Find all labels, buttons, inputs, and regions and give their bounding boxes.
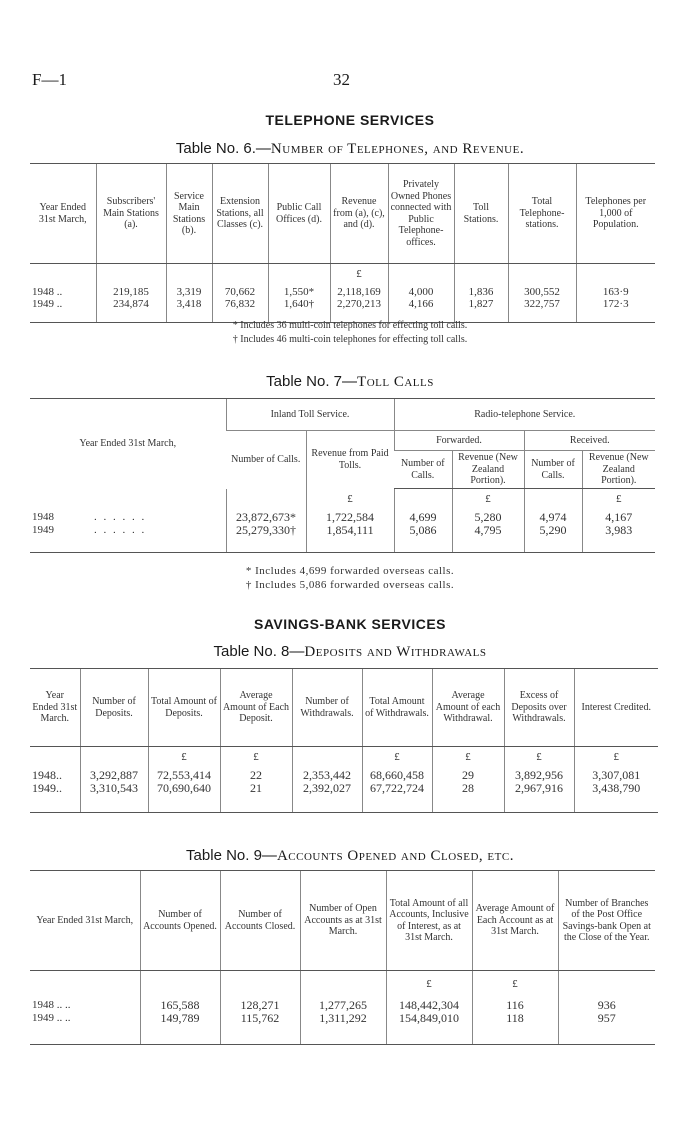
t8-cell: 3,292,887 (80, 769, 148, 783)
t9-cell: 957 (558, 1012, 655, 1044)
t6-header: Total Telephone-stations. (508, 164, 576, 264)
table-row (30, 298, 655, 322)
table7-note: † Includes 5,086 forwarded overseas calls. (245, 579, 455, 591)
t6-header: Extension Stations, all Classes (c). (212, 164, 268, 264)
t6-cell: 4,000 (388, 286, 454, 299)
t7-header: Number of Calls. (231, 454, 301, 465)
t6-cell: 219,185 (96, 286, 166, 299)
t8-header: Average Amount of Each Deposit. (220, 669, 292, 747)
t6-cell: 1949 .. (30, 298, 96, 322)
table6-note: * Includes 36 multi-coin telephones for effecting toll calls. (232, 320, 468, 331)
t6-cell: 172·3 (576, 298, 655, 322)
t6-cell: 76,832 (212, 298, 268, 322)
t8-header: Interest Credited. (574, 669, 658, 747)
t7-cell: 5,290 (524, 524, 582, 552)
t8-cell: 21 (220, 782, 292, 812)
table8-title-prefix: Table No. 8— (213, 643, 305, 660)
t6-cell: 163·9 (576, 286, 655, 299)
table6-title-text: Number of Telephones, and Revenue. (270, 141, 525, 157)
t7-header: Revenue from Paid Tolls. (306, 431, 394, 489)
t8-header: Total Amount of Deposits. (148, 669, 220, 747)
table8-title (0, 643, 700, 661)
t7-year-dots: . . . . . . (94, 524, 147, 537)
t7-header: Number of Calls. (524, 451, 582, 489)
t7-header: Year Ended 31st March, (30, 399, 226, 489)
t7-cell: 5,086 (394, 524, 452, 552)
t9-cell: 149,789 (140, 1012, 220, 1044)
t9-cell: 1,311,292 (300, 1012, 386, 1044)
t9-header: Total Amount of all Accounts, Inclusive of Interest, as at 31st March. (386, 871, 472, 971)
t7-header: Radio-telephone Service. (394, 399, 655, 431)
t8-currency: £ (362, 747, 432, 769)
table-row (30, 1012, 655, 1044)
table8-title-text: Deposits and Withdrawals (304, 644, 487, 660)
telephone-section-title: TELEPHONE SERVICES (265, 112, 435, 128)
t8-currency: £ (148, 747, 220, 769)
t8-header: Total Amount of Withdrawals. (362, 669, 432, 747)
table9 (30, 870, 655, 1045)
t8-cell: 2,392,027 (292, 782, 362, 812)
t8-currency: £ (220, 747, 292, 769)
t7-cell: 5,280 (452, 511, 524, 525)
t6-cell: 4,166 (388, 298, 454, 322)
t8-cell: 3,307,081 (574, 769, 658, 783)
t8-header: Year Ended 31st March. (30, 669, 80, 747)
t9-cell: 148,442,304 (386, 999, 472, 1013)
t6-currency: £ (330, 264, 388, 286)
t7-currency: £ (582, 489, 655, 511)
t9-cell: 165,588 (140, 999, 220, 1013)
table-row (30, 524, 655, 552)
table9-title-prefix: Table No. 9— (186, 847, 277, 864)
t9-header: Year Ended 31st March, (30, 871, 140, 971)
table7-title-text: Toll Calls (357, 374, 434, 390)
t6-header: Telephones per 1,000 of Population. (576, 164, 655, 264)
t7-header: Received. (524, 431, 655, 451)
table7-title-prefix: Table No. 7— (266, 373, 358, 390)
t8-cell: 70,690,640 (148, 782, 220, 812)
t9-header: Number of Accounts Closed. (220, 871, 300, 971)
t7-header: Revenue (New Zealand Portion). (452, 451, 524, 489)
table-row (30, 286, 655, 299)
t8-cell: 72,553,414 (148, 769, 220, 783)
t8-currency: £ (432, 747, 504, 769)
t9-cell: 1948 .. .. (32, 999, 71, 1012)
t8-header: Number of Withdrawals. (292, 669, 362, 747)
t8-header: Average Amount of each Withdrawal. (432, 669, 504, 747)
t9-currency: £ (386, 971, 472, 999)
t6-header: Toll Stations. (454, 164, 508, 264)
t6-cell: 1,827 (454, 298, 508, 322)
table7-note: * Includes 4,699 forwarded overseas calls. (245, 565, 455, 577)
table6-note: † Includes 46 multi-coin telephones for effecting toll calls. (232, 334, 468, 345)
t7-year-dots: . . . . . . (94, 511, 147, 524)
t8-cell: 1948.. (32, 767, 62, 782)
t6-cell: 322,757 (508, 298, 576, 322)
table-row (30, 782, 658, 812)
t9-header: Number of Open Accounts as at 31st March. (300, 871, 386, 971)
t7-cell: 23,872,673* (226, 511, 306, 525)
table-row (30, 769, 658, 783)
t6-cell: 3,319 (166, 286, 212, 299)
t9-cell: 936 (558, 999, 655, 1013)
table8 (30, 668, 658, 813)
t8-header: Excess of Deposits over Withdrawals. (504, 669, 574, 747)
t9-header: Number of Accounts Opened. (140, 871, 220, 971)
t7-cell (30, 511, 226, 525)
t8-cell: 3,892,956 (504, 769, 574, 783)
t9-cell: 1,277,265 (300, 999, 386, 1013)
table9-title (0, 847, 700, 865)
t7-cell: 4,795 (452, 524, 524, 552)
table-row (30, 511, 655, 525)
t6-header: Public Call Offices (d). (268, 164, 330, 264)
t7-cell: 4,699 (394, 511, 452, 525)
t7-cell: 4,974 (524, 511, 582, 525)
t6-header: Revenue from (a), (c), and (d). (330, 164, 388, 264)
t9-header: Average Amount of Each Account as at 31st March. (472, 871, 558, 971)
page-number: 32 (333, 70, 350, 89)
t7-cell: 1,722,584 (306, 511, 394, 525)
t9-cell: 1949 .. .. (30, 1012, 140, 1044)
t6-header: Year Ended 31st March, (30, 164, 96, 264)
t7-header: Inland Toll Service. (226, 399, 394, 431)
t9-cell: 154,849,010 (386, 1012, 472, 1044)
table6 (30, 163, 655, 323)
t6-cell: 1948 .. (32, 285, 63, 298)
t6-cell: 1,550* (268, 286, 330, 299)
t7-cell: 3,983 (582, 524, 655, 552)
table6-title (0, 140, 700, 158)
t8-cell: 28 (432, 782, 504, 812)
table7-title (0, 373, 700, 391)
t9-cell: 115,762 (220, 1012, 300, 1044)
t7-header: Forwarded. (394, 431, 524, 451)
t6-cell: 1,836 (454, 286, 508, 299)
t6-cell: 2,270,213 (330, 298, 388, 322)
section-code: F—1 (32, 70, 67, 89)
t8-cell: 67,722,724 (362, 782, 432, 812)
t8-cell: 29 (432, 769, 504, 783)
t8-cell: 2,353,442 (292, 769, 362, 783)
t8-header: Number of Deposits. (80, 669, 148, 747)
t6-cell: 2,118,169 (330, 286, 388, 299)
t6-cell: 70,662 (212, 286, 268, 299)
table-row (30, 999, 655, 1013)
t8-cell: 2,967,916 (504, 782, 574, 812)
t9-cell: 128,271 (220, 999, 300, 1013)
table6-title-prefix: Table No. 6.— (175, 140, 271, 157)
t7-year: 1948 (32, 511, 54, 524)
t9-cell: 118 (472, 1012, 558, 1044)
t8-cell: 1949.. (30, 782, 80, 812)
t7-year: 1949 (32, 524, 54, 537)
t8-cell: 3,438,790 (574, 782, 658, 812)
t7-currency: £ (306, 489, 394, 511)
t7-cell (30, 524, 226, 552)
t6-cell: 3,418 (166, 298, 212, 322)
table7 (30, 398, 655, 553)
t9-header: Number of Branches of the Post Office Savings-bank Open at the Close of the Year. (558, 871, 655, 971)
t7-cell: 25,279,330† (226, 524, 306, 552)
t6-cell: 234,874 (96, 298, 166, 322)
t9-cell: 116 (472, 999, 558, 1013)
t7-header: Number of Calls. (394, 451, 452, 489)
t8-cell: 68,660,458 (362, 769, 432, 783)
table9-title-text: Accounts Opened and Closed, etc. (276, 848, 514, 864)
t6-header: Service Main Stations (b). (166, 164, 212, 264)
t8-cell: 3,310,543 (80, 782, 148, 812)
t6-cell: 1,640† (268, 298, 330, 322)
t8-currency: £ (574, 747, 658, 769)
t6-cell: 300,552 (508, 286, 576, 299)
savings-section-title: SAVINGS-BANK SERVICES (253, 616, 446, 632)
t8-currency: £ (504, 747, 574, 769)
t7-cell: 1,854,111 (306, 524, 394, 552)
t8-cell: 22 (220, 769, 292, 783)
t6-header: Subscribers' Main Stations (a). (96, 164, 166, 264)
t9-currency: £ (472, 971, 558, 999)
t7-cell: 4,167 (582, 511, 655, 525)
t6-header: Privately Owned Phones connected with Public Telephone-offices. (388, 164, 454, 264)
t7-header: Revenue (New Zealand Portion). (582, 451, 655, 489)
t7-currency: £ (452, 489, 524, 511)
